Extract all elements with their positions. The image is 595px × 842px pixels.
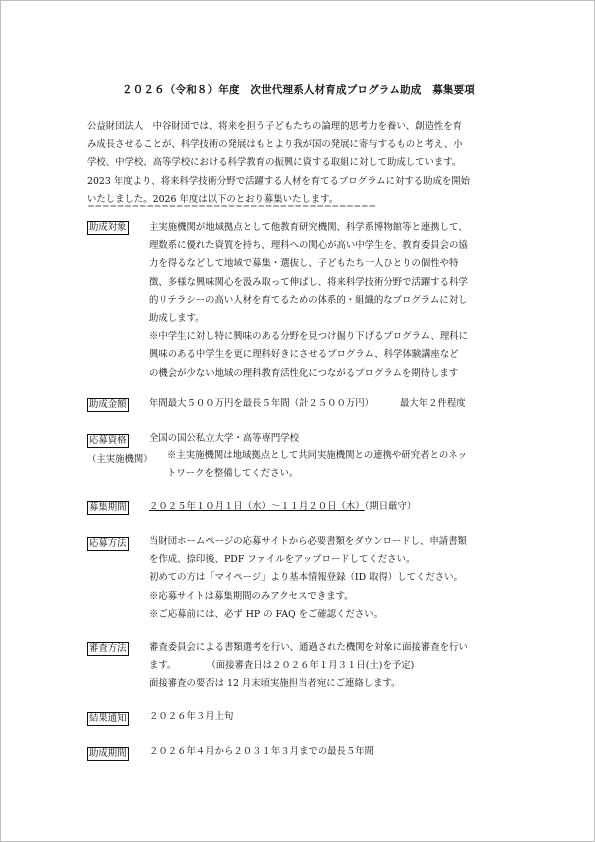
intro-paragraph (87, 118, 523, 209)
target-section (149, 219, 511, 383)
eligibility-note-line: トワークを整備してください。 (167, 468, 299, 480)
method-section (149, 533, 511, 624)
duration-text: ２０２６年４月から２０３１年３月までの最長５年間 (149, 746, 375, 757)
result-text: ２０２６年３月上旬 (149, 711, 234, 722)
target-note-line: の機会が少ない地域の理科教育活性化につながるプログラムを期待します (149, 367, 459, 379)
method-line: 初めての方は「マイページ」より基本情報登録（ID 取得）してください。 (149, 572, 463, 584)
review-line: 審査委員会による書類選考を行い、通過された機関を対象に面接審査を行い (149, 642, 468, 653)
amount-label: 助成金額 (89, 399, 127, 410)
intro-line: 公益財団法人 中谷財団では、将来を担う子どもたちの論理的思考力を養い、創造性を育 (87, 121, 463, 132)
target-line: 助成します。 (149, 313, 205, 325)
period-section (149, 498, 511, 516)
amount-section (149, 395, 511, 413)
duration-label: 助成期間 (89, 748, 127, 759)
amount-text: 年間最大５００万円を最長５年間（計２５００万円） (149, 398, 375, 409)
eligibility-note-line: ※主実施機関は地域拠点として共同実施機関との連携や研究者とのネッ (167, 450, 468, 461)
target-line: 主実施機関が地域拠点として他教育研究機関、科学系博物館等と連携して、 (149, 222, 468, 233)
result-label: 結果通知 (89, 713, 127, 724)
intro-line: いたしました。2026 年度は以下のとおり募集いたします。 (87, 193, 339, 205)
separator-rule: ＝＝＝＝＝＝＝＝＝＝＝＝＝＝＝＝＝＝＝＝＝＝＝＝＝＝＝＝＝＝＝＝＝＝＝＝＝＝＝ (87, 202, 376, 211)
review-line: 面接審査の要否は 12 月末頃実施担当者宛にご連絡します。 (149, 678, 401, 690)
method-label: 応募方法 (89, 538, 127, 549)
target-note-line: 興味のある中学生を更に理科好きにさせるプログラム、科学体験講座など (149, 349, 459, 361)
target-line: 理数系に優れた資質を持ち、理科への関心が高い中学生を、教育委員会の協 (149, 240, 468, 252)
intro-line: 2023 年度より、将来科学技術分野で活躍する人材を育てるプログラムに対する助成を開始 (87, 175, 470, 187)
target-note-line: ※中学生に対し特に興味のある分野を見つけ掘り下げるプログラム、理科に (149, 331, 468, 343)
eligibility-section (149, 430, 511, 448)
target-note (149, 328, 511, 383)
review-line-part: ます。 (149, 660, 177, 672)
method-line: ※応募サイトは募集期間のみアクセスできます。 (149, 590, 354, 602)
eligibility-sublabel: （主実施機関） (87, 454, 153, 465)
review-line-part: （面接審査日は２０２６年１月３１日(土)を予定) (206, 660, 415, 672)
method-line: ※ご応募前には、必ず HP の FAQ をご確認ください。 (149, 608, 384, 620)
method-line: を作成、捺印後、PDF ファイルをアップロードしてください。 (149, 554, 416, 566)
target-label: 助成対象 (89, 222, 127, 233)
period-extra: （期日厳守） (364, 501, 417, 512)
intro-line: み成長させることが、科学技術の発展はもとより我が国の発展に寄与するものと考え、小 (87, 139, 463, 151)
target-line: 徴、多様な興味関心を汲み取って伸ばし、将来科学技術分野で活躍する科学 (149, 276, 468, 288)
review-label: 審査方法 (89, 643, 127, 654)
eligibility-note (167, 447, 527, 483)
period-text: ２０２５年１０月１日（水）～１１月２０日（木） (149, 501, 365, 512)
amount-extra: 最大年２件程度 (400, 398, 466, 409)
target-line: 力を得るなどして地域で募集・選抜し、子どもたち一人ひとりの個性や特 (149, 258, 459, 270)
eligibility-text: 全国の国公私立大学・高等専門学校 (149, 433, 300, 444)
intro-line: 学校、中学校、高等学校における科学教育の振興に資する取組に対して助成しています。 (87, 157, 462, 169)
review-line (149, 657, 511, 675)
document-title: ２０２６（令和８）年度 次世代理系人材育成プログラム助成 募集要項 (122, 84, 475, 96)
target-line: 的リテラシーの高い人材を育てるための体系的・組織的なプログラムに対し (149, 294, 468, 306)
eligibility-label: 応募資格 (89, 435, 127, 446)
period-label: 募集期間 (89, 502, 127, 513)
review-section (149, 639, 511, 694)
method-line: 当財団ホームページの応募サイトから必要書類をダウンロードし、申請書類 (149, 536, 467, 547)
